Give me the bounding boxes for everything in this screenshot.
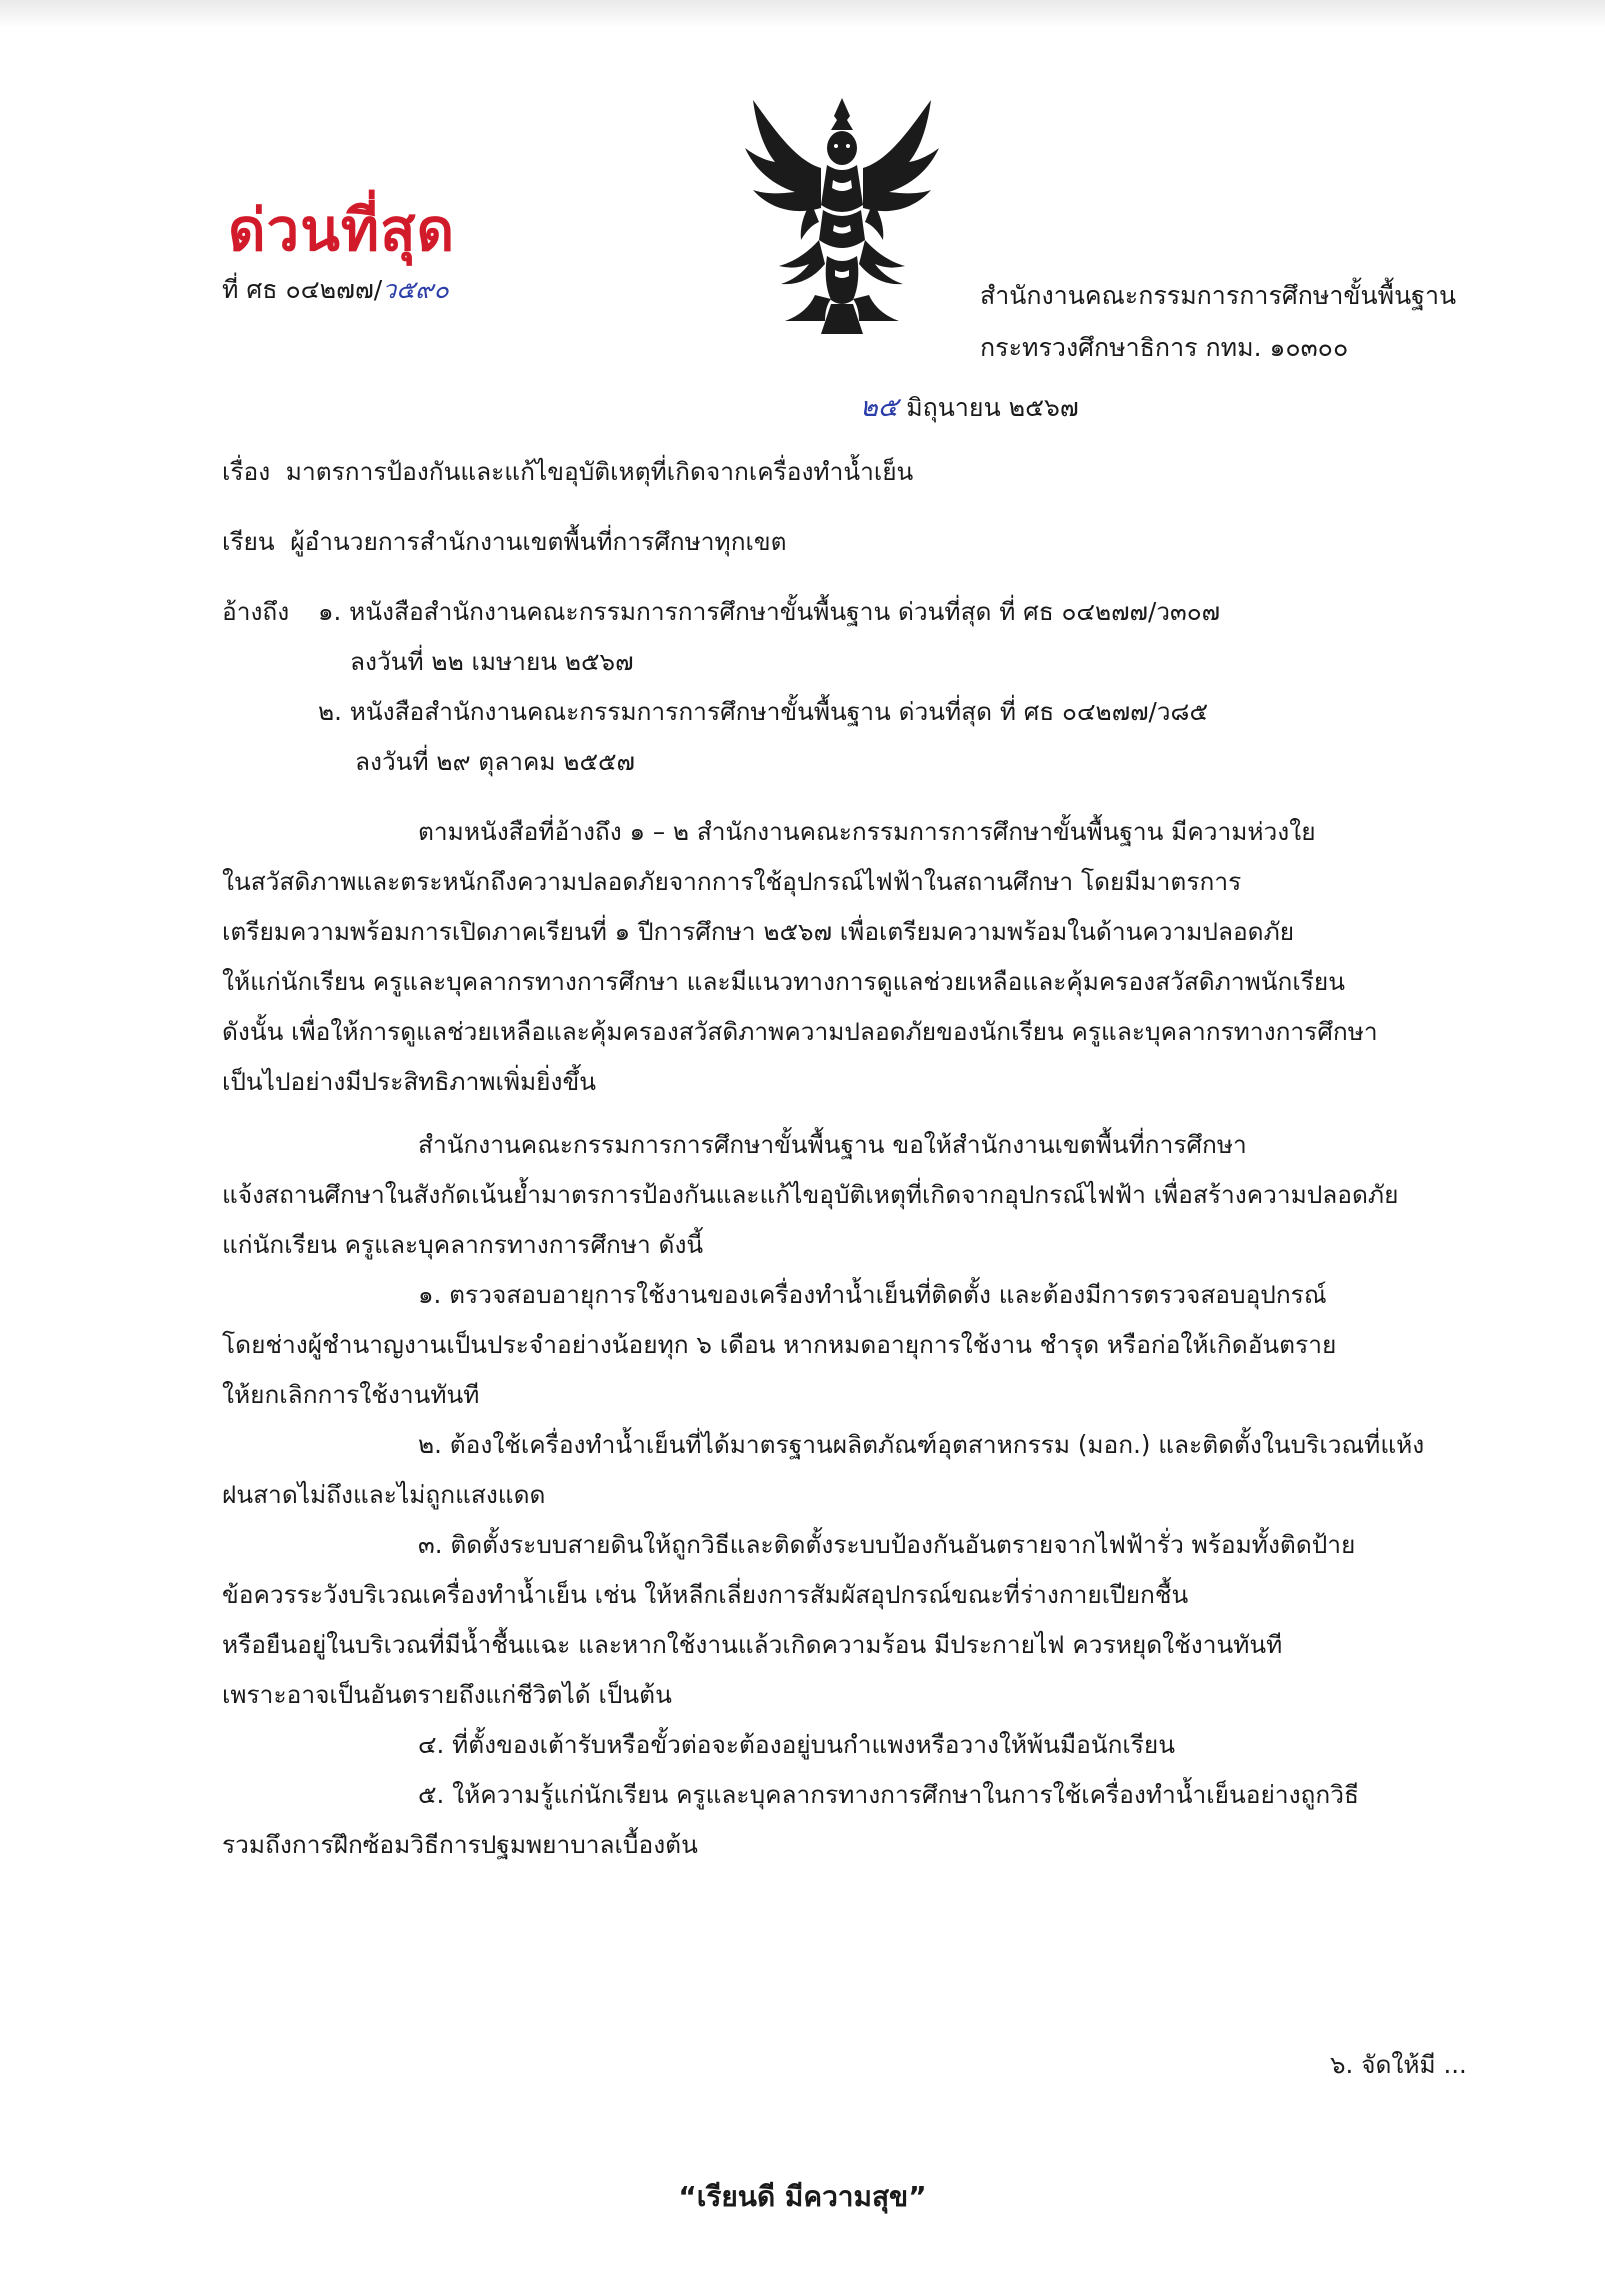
measure-2-line: ๒. ต้องใช้เครื่องทำน้ำเย็นที่ได้มาตรฐานผลิตภัณฑ์อุตสาหกรรม (มอก.) และติดตั้งในบริเวณที่แห้ง: [418, 1430, 1425, 1459]
scan-shadow: [0, 0, 1605, 28]
measure-3-line: ข้อควรระวังบริเวณเครื่องทำน้ำเย็น เช่น ให้หลีกเลี่ยงการสัมผัสอุปกรณ์ขณะที่ร่างกายเปียกชื้น: [222, 1580, 1189, 1609]
body-para1-line: ตามหนังสือที่อ้างถึง ๑ – ๒ สำนักงานคณะกรรมการการศึกษาขั้นพื้นฐาน มีความห่วงใย: [418, 817, 1316, 846]
body-para1-line: เตรียมความพร้อมการเปิดภาคเรียนที่ ๑ ปีการศึกษา ๒๕๖๗ เพื่อเตรียมความพร้อมในด้านความปลอดภัย: [222, 917, 1295, 946]
reference-1-line1: ๑. หนังสือสำนักงานคณะกรรมการการศึกษาขั้นพื้นฐาน ด่วนที่สุด ที่ ศธ ๐๔๒๗๗/ว๓๐๗: [318, 597, 1221, 626]
body-para1-line: ให้แก่นักเรียน ครูและบุคลากรทางการศึกษา และมีแนวทางการดูแลช่วยเหลือและคุ้มครองสวัสดิภาพนักเรียน: [222, 967, 1345, 996]
reference-1-line2: ลงวันที่ ๒๒ เมษายน ๒๕๖๗: [350, 647, 634, 676]
reference-2-line1: ๒. หนังสือสำนักงานคณะกรรมการการศึกษาขั้นพื้นฐาน ด่วนที่สุด ที่ ศธ ๐๔๒๗๗/ว๘๕: [318, 697, 1208, 726]
measure-3-line: หรือยืนอยู่ในบริเวณที่มีน้ำชื้นแฉะ และหากใช้งานแล้วเกิดความร้อน มีประกายไฟ ควรหยุดใช้งานทันที: [222, 1630, 1283, 1659]
references-label: อ้างถึง: [222, 597, 290, 626]
ministry-address: กระทรวงศึกษาธิการ กทม. ๑๐๓๐๐: [980, 333, 1349, 362]
addressee-line: [222, 522, 787, 561]
measure-1-line: โดยช่างผู้ชำนาญงานเป็นประจำอย่างน้อยทุก ๖ เดือน หากหมดอายุการใช้งาน ชำรุด หรือก่อให้เกิดอันตราย: [222, 1330, 1337, 1359]
subject-line: [222, 452, 913, 491]
body-para2-line: สำนักงานคณะกรรมการการศึกษาขั้นพื้นฐาน ขอให้สำนักงานเขตพื้นที่การศึกษา: [418, 1130, 1247, 1159]
measure-5-line: ๕. ให้ความรู้แก่นักเรียน ครูและบุคลากรทางการศึกษาในการใช้เครื่องทำน้ำเย็นอย่างถูกวิธี: [418, 1780, 1359, 1809]
garuda-emblem-icon: [735, 90, 950, 340]
motto-footer: “เรียนดี มีความสุข”: [678, 2180, 927, 2213]
issuing-office: [980, 270, 1456, 374]
date-day-handwritten: ๒๕: [860, 392, 899, 423]
addressee-label: เรียน: [222, 527, 275, 556]
document-number: [222, 270, 449, 310]
reference-2-line2: ลงวันที่ ๒๙ ตุลาคม ๒๕๕๗: [355, 747, 635, 776]
subject-text: มาตรการป้องกันและแก้ไขอุบัติเหตุที่เกิดจากเครื่องทำน้ำเย็น: [285, 457, 914, 486]
continuation-marker: ๖. จัดให้มี ...: [1330, 2050, 1467, 2079]
measure-1-line: ให้ยกเลิกการใช้งานทันที: [222, 1380, 480, 1409]
letter-date: [860, 385, 1079, 428]
body-para1-line: ในสวัสดิภาพและตระหนักถึงความปลอดภัยจากการใช้อุปกรณ์ไฟฟ้าในสถานศึกษา โดยมีมาตรการ: [222, 867, 1242, 896]
measure-5-line: รวมถึงการฝึกซ้อมวิธีการปฐมพยาบาลเบื้องต้น: [222, 1830, 698, 1859]
body-para2-line: แก่นักเรียน ครูและบุคลากรทางการศึกษา ดังนี้: [222, 1230, 704, 1259]
body-para1-line: เป็นไปอย่างมีประสิทธิภาพเพิ่มยิ่งขึ้น: [222, 1067, 596, 1096]
body-para1-line: ดังนั้น เพื่อให้การดูแลช่วยเหลือและคุ้มครองสวัสดิภาพความปลอดภัยของนักเรียน ครูและบุคลากรทางการศึกษา: [222, 1017, 1378, 1046]
urgency-stamp: ด่วนที่สุด: [228, 196, 456, 264]
date-month-year: มิถุนายน ๒๕๖๗: [906, 393, 1079, 422]
addressee-text: ผู้อำนวยการสำนักงานเขตพื้นที่การศึกษาทุกเขต: [290, 527, 787, 556]
subject-label: เรื่อง: [222, 457, 271, 486]
document-number-handwritten: ว๕๙๐: [382, 275, 449, 304]
measure-2-line: ฝนสาดไม่ถึงและไม่ถูกแสงแดด: [222, 1480, 546, 1509]
measure-1-line: ๑. ตรวจสอบอายุการใช้งานของเครื่องทำน้ำเย็นที่ติดตั้ง และต้องมีการตรวจสอบอุปกรณ์: [418, 1280, 1327, 1309]
office-name: สำนักงานคณะกรรมการการศึกษาขั้นพื้นฐาน: [980, 281, 1457, 310]
document-number-prefix: ที่ ศธ ๐๔๒๗๗/: [222, 275, 383, 304]
measure-3-line: ๓. ติดตั้งระบบสายดินให้ถูกวิธีและติดตั้งระบบป้องกันอันตรายจากไฟฟ้ารั่ว พร้อมทั้งติดป้าย: [418, 1530, 1356, 1559]
body-para2-line: แจ้งสถานศึกษาในสังกัดเน้นย้ำมาตรการป้องกันและแก้ไขอุบัติเหตุที่เกิดจากอุปกรณ์ไฟฟ้า เพื่อสร้างความปลอดภัย: [222, 1180, 1399, 1209]
measure-3-line: เพราะอาจเป็นอันตรายถึงแก่ชีวิตได้ เป็นต้น: [222, 1680, 672, 1709]
measure-4-line: ๔. ที่ตั้งของเต้ารับหรือขั้วต่อจะต้องอยู่บนกำแพงหรือวางให้พ้นมือนักเรียน: [418, 1730, 1176, 1759]
